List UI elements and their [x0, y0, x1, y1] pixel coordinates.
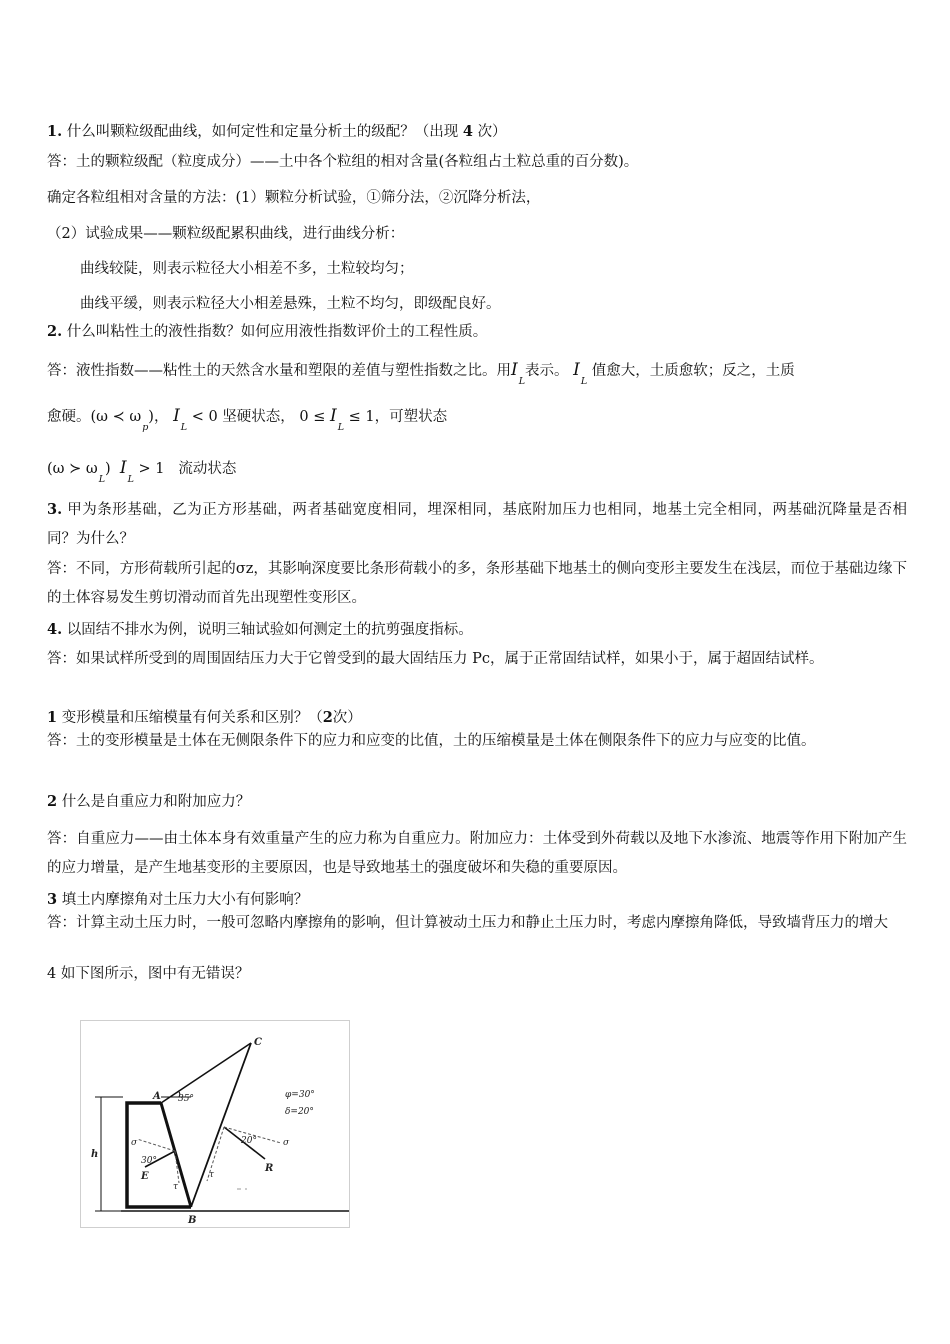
- retaining-wall-diagram: [81, 1021, 349, 1227]
- cond3-symbol-subscript: L: [127, 474, 134, 485]
- label-tau-left: τ: [173, 1182, 178, 1192]
- line-ac: [161, 1043, 251, 1103]
- q2-number: 2.: [47, 323, 63, 340]
- cond3-inequality: > 1: [138, 461, 165, 477]
- p2-answer: 答：自重应力——由土体本身有效重量产生的应力称为自重应力。附加应力：土体受到外荷载以及地下水渗流、地震等作用下附加产生的应力增量，是产生地基变形的主要原因，也是导致地基土的强度破坏和失稳的重要原因。: [47, 831, 907, 876]
- p1-question-text: 变形模量和压缩模量有何关系和区别？（: [61, 710, 323, 726]
- q1-question-text: 什么叫颗粒级配曲线，如何定性和定量分析土的级配？（出现: [66, 124, 459, 140]
- cond1-symbol-subscript: L: [180, 422, 188, 433]
- label-tau-right: τ: [209, 1170, 214, 1180]
- label-angle-20: 20°: [241, 1136, 257, 1146]
- q2-answer-line-2: [47, 406, 907, 433]
- cond3-open: (ω ≻ ω: [47, 461, 98, 477]
- label-phi: φ=30°: [285, 1090, 315, 1100]
- p3-question-text: 填土内摩擦角对土压力大小有何影响？: [61, 892, 309, 908]
- q4-answer: 答：如果试样所受到的周围固结压力大于它曾受到的最大固结压力 Pc，属于正常固结试样，如果小于，属于超固结试样。: [47, 651, 824, 667]
- cond2-symbol: I: [330, 406, 337, 426]
- p2-number: 2: [47, 793, 58, 810]
- p3-question: [47, 890, 907, 910]
- label-angle-30: 30°: [141, 1156, 157, 1166]
- q1-answer-line-2: 确定各粒组相对含量的方法：(1）颗粒分析试验，①筛分法，②沉降分析法，: [47, 190, 541, 206]
- p1-question: [47, 708, 907, 728]
- cond3-symbol: I: [119, 458, 127, 478]
- q2-question: [47, 322, 907, 342]
- label-r: R: [265, 1163, 274, 1174]
- p4-question: 4 如下图所示，图中有无错误？: [47, 966, 250, 982]
- p3-number: 3: [47, 891, 58, 908]
- cond1-close: )，: [148, 409, 169, 425]
- cond3-subscript: L: [98, 474, 105, 485]
- label-e: E: [141, 1171, 149, 1182]
- p1-answer: 答：土的变形模量是土体在无侧限条件下的应力和应变的比值，土的压缩模量是土体在侧限条件下的应力与应变的比值。: [47, 733, 816, 749]
- q3-number: 3.: [47, 501, 63, 518]
- label-b: B: [188, 1215, 197, 1226]
- liquidity-index-subscript: L: [518, 376, 526, 387]
- p2-question-text: 什么是自重应力和附加应力？: [61, 794, 251, 810]
- q3-question-text: 甲为条形基础，乙为正方形基础，两者基础宽度相同，埋深相同，基底附加压力也相同，地基土完全相同，两基础沉降量是否相同？为什么？: [47, 502, 908, 547]
- label-angle-35: 35°: [178, 1094, 194, 1104]
- p3-answer: 答：计算主动土压力时，一般可忽略内摩擦角的影响，但计算被动土压力和静止土压力时，考虑内摩擦角降低，导致墙背压力的增大: [47, 915, 888, 931]
- q4-question: [47, 620, 907, 640]
- q1-answer-line-5: 曲线平缓，则表示粒径大小相差悬殊，土粒不均匀，即级配良好。: [80, 296, 501, 312]
- q2-answer-part3-a: 值愈大，土质愈软；反之，土质: [591, 363, 795, 379]
- cond2-inequality: ≤ 1: [348, 409, 375, 425]
- q2-question-text: 什么叫粘性土的液性指数？如何应用液性指数评价土的工程性质。: [66, 324, 488, 340]
- retaining-wall-figure: [80, 1020, 350, 1228]
- cond1-open: (ω ≺ ω: [90, 409, 142, 425]
- liquidity-index-symbol: I: [511, 360, 518, 380]
- cond1-symbol: I: [173, 406, 180, 426]
- q3-answer: 答：不同，方形荷载所引起的σz，其影响深度要比条形荷载小的多，条形基础下地基土的侧向变形主要发生在浅层，而位于基础边缘下的土体容易发生剪切滑动而首先出现塑性变形区。: [47, 561, 907, 606]
- q1-count-suffix: 次）: [477, 124, 507, 140]
- label-c: C: [254, 1037, 262, 1048]
- q2-answer-line-1: [47, 360, 907, 387]
- wall-outline: [127, 1103, 191, 1207]
- liquidity-index-subscript-2: L: [580, 376, 588, 387]
- label-delta: δ=20°: [285, 1107, 314, 1117]
- label-a: A: [153, 1091, 161, 1102]
- q2-answer-line-3: [47, 458, 907, 485]
- liquidity-index-symbol-2: I: [573, 360, 580, 380]
- label-h: h: [91, 1149, 99, 1160]
- q1-number: 1.: [47, 123, 63, 140]
- p1-count: 2: [322, 709, 333, 726]
- q1-count: 4: [462, 123, 473, 140]
- label-sigma-right: σ: [283, 1138, 290, 1148]
- p2-question: [47, 792, 907, 812]
- cond3-state: 流动状态: [178, 461, 237, 477]
- label-sigma-left: σ: [131, 1138, 138, 1148]
- q2-answer-part2: 表示。: [525, 363, 569, 379]
- cond1-state: 坚硬状态，: [222, 409, 295, 425]
- q1-answer-line-1: 答：土的颗粒级配（粒度成分）——土中各个粒组的相对含量(各粒组占土粒总重的百分数)。: [47, 154, 639, 170]
- cond1-subscript: p: [142, 422, 149, 433]
- normal-sigma-left: [137, 1139, 175, 1151]
- line-cb: [191, 1043, 251, 1207]
- q4-number: 4.: [47, 621, 63, 638]
- p1-count-suffix: 次）: [332, 710, 362, 726]
- q3-question: [47, 495, 907, 554]
- q2-answer-part1: 答：液性指数——粘性土的天然含水量和塑限的差值与塑性指数之比。用: [47, 363, 511, 379]
- cond1-inequality: < 0: [191, 409, 218, 425]
- cond2-prefix: 0 ≤: [299, 409, 326, 425]
- q1-answer-line-3: （2）试验成果——颗粒级配累积曲线，进行曲线分析：: [47, 226, 405, 242]
- q1-answer-line-4: 曲线较陡，则表示粒径大小相差不多，土粒较均匀；: [80, 261, 414, 277]
- p1-number: 1: [47, 709, 58, 726]
- cond2-state: ，可塑状态: [374, 409, 448, 425]
- q2-answer-part3-b: 愈硬。: [47, 409, 91, 425]
- cond2-symbol-subscript: L: [337, 422, 345, 433]
- cond3-close: ): [105, 461, 111, 477]
- q1-question: [47, 122, 907, 142]
- q4-question-text: 以固结不排水为例，说明三轴试验如何测定土的抗剪强度指标。: [66, 622, 473, 638]
